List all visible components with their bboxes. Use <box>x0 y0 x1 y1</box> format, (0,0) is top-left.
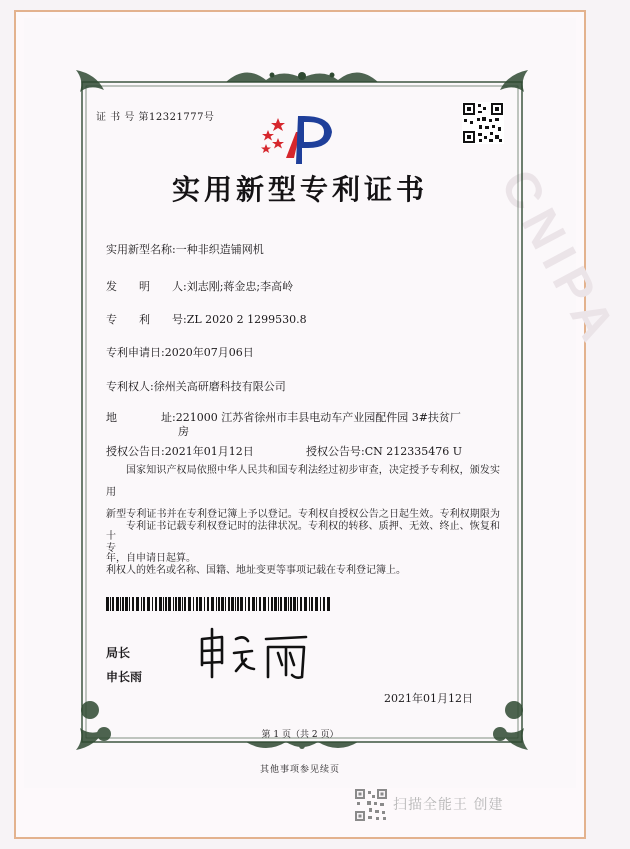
paragraph-line: 国家知识产权局依照中华人民共和国专利法经过初步审查，决定授予专利权，颁发实用 <box>106 465 500 498</box>
field-value: 一种非织造铺网机 <box>175 243 264 256</box>
paragraph-line: 专利证书记载专利权登记时的法律状况。专利权的转移、质押、无效、终止、恢复和专 <box>106 521 500 554</box>
field-inventor <box>106 278 293 294</box>
field-label: 专利权人: <box>106 380 154 393</box>
field-label: 专 利 号: <box>106 313 187 326</box>
signatory-name: 申长雨 <box>106 670 143 684</box>
qr-code-icon <box>462 102 504 144</box>
field-value: 2020年07月06日 <box>164 346 254 359</box>
issue-date: 2021年01月12日 <box>384 692 473 705</box>
scanner-app-text: 扫描全能王 创建 <box>393 797 504 813</box>
field-label: 实用新型名称: <box>106 243 176 256</box>
field-grant-date <box>106 443 254 459</box>
field-label: 授权公告日: <box>106 445 165 458</box>
field-label: 地 址: <box>106 411 176 424</box>
field-grant-number <box>306 443 462 459</box>
field-value: ZL 2020 2 1299530.8 <box>186 313 307 326</box>
paragraph-line: 年，自申请日起算。 <box>106 553 196 564</box>
field-address-continued: 房 <box>178 425 189 438</box>
legal-status-paragraph <box>106 516 500 582</box>
barcode <box>106 596 332 610</box>
paragraph-line: 新型专利证书并在专利登记簿上予以登记。专利权自授权公告之日起生效。专利权期限为十 <box>106 509 500 542</box>
field-patent-number <box>106 311 307 327</box>
field-label: 授权公告号: <box>306 445 365 458</box>
cnipa-logo-icon <box>256 112 342 172</box>
certificate-title: 实用新型专利证书 <box>171 173 428 206</box>
certificate-number: 证 书 号 第12321777号 <box>96 112 215 123</box>
field-patentee <box>106 378 286 394</box>
field-address <box>106 409 461 425</box>
page-number: 第 1 页（共 2 页） <box>261 730 339 740</box>
field-value: 221000 江苏省徐州市丰县电动车产业园配件园 3#扶贫厂 <box>175 411 461 424</box>
field-value: 2021年01月12日 <box>164 445 254 458</box>
footer-note: 其他事项参见续页 <box>259 765 340 775</box>
watermark: CNIPA <box>489 160 630 357</box>
scanner-qr-icon <box>355 789 387 821</box>
field-value: 刘志刚;蒋金忠;李高岭 <box>186 280 294 293</box>
field-value: CN 212335476 U <box>364 445 463 458</box>
field-value: 徐州关高研磨科技有限公司 <box>153 380 286 393</box>
field-label: 专利申请日: <box>106 346 165 359</box>
field-label: 发 明 人: <box>106 280 187 293</box>
signatory-title: 局长 <box>106 646 131 660</box>
field-utility-name <box>106 241 264 257</box>
field-filing-date <box>106 344 254 360</box>
handwritten-signature <box>196 625 316 689</box>
paragraph-line: 利权人的姓名或名称、国籍、地址变更等事项记载在专利登记簿上。 <box>106 565 406 576</box>
